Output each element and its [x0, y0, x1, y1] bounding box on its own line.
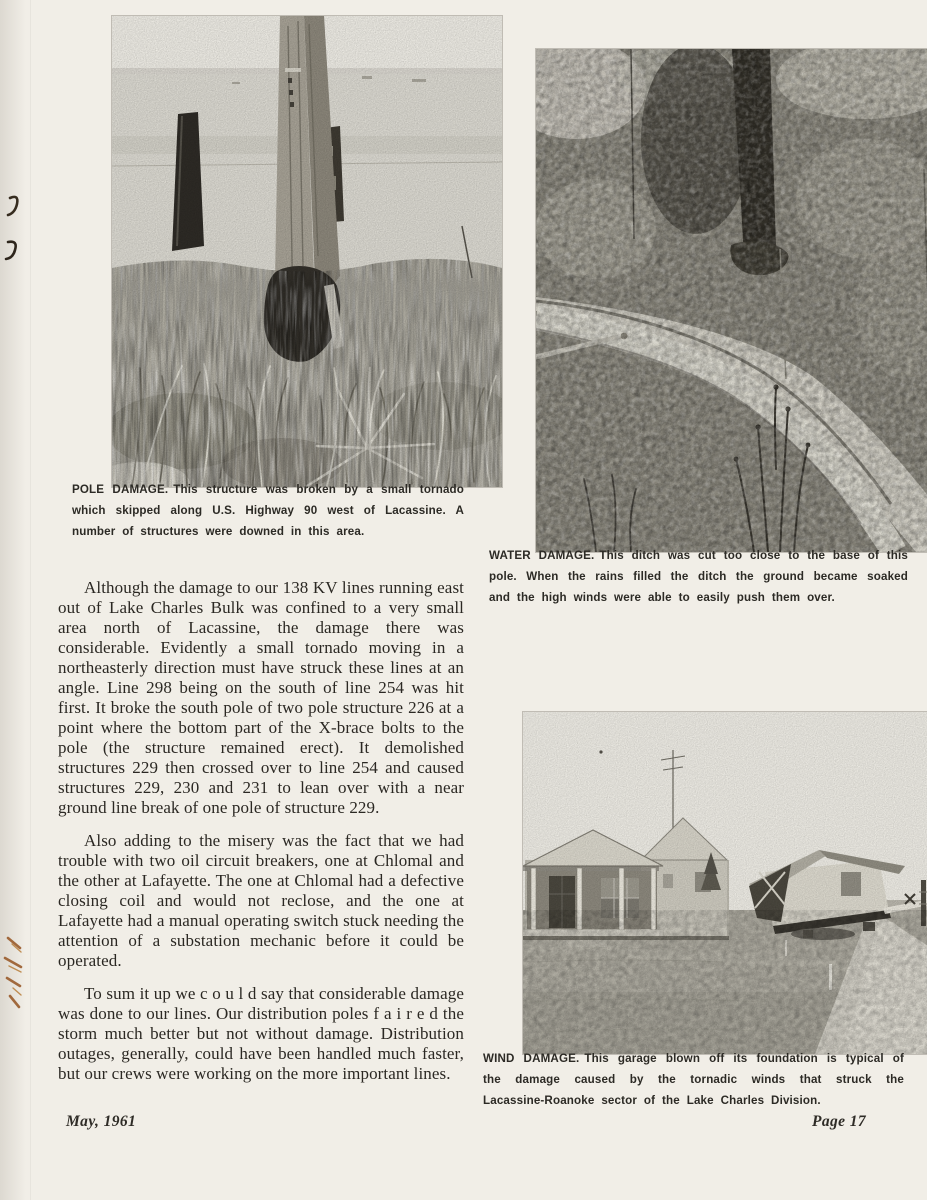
issue-date: May, 1961: [66, 1113, 137, 1130]
article-paragraph-3: To sum it up we c o u l d say that considerable damage was done to our lines. Our distribution poles f a i r e d the storm much better but not without damage. Distribution outages, generally, could have been handled much faster, but our crews were working on the more important lines.: [58, 984, 464, 1083]
binding-marks: [0, 0, 40, 1200]
wind-damage-caption-text: This garage blown off its foundation is typical of the damage caused by the tornadic winds that struck the Lacassine-Roanoke sector of the Lake Charles Division.: [483, 1052, 904, 1107]
water-damage-caption-label: WATER DAMAGE.: [489, 549, 595, 562]
wind-damage-caption-label: WIND DAMAGE.: [483, 1052, 580, 1065]
wind-damage-caption: [483, 1049, 904, 1112]
pole-damage-caption-text: This structure was broken by a small tornado which skipped along U.S. Highway 90 west of Lacassine. A number of structures were downed in this area.: [72, 483, 465, 538]
water-damage-illustration: [536, 49, 927, 552]
wind-damage-photo: [523, 712, 927, 1054]
pole-damage-caption-label: POLE DAMAGE.: [72, 483, 169, 496]
pole-damage-illustration: [112, 16, 502, 487]
article-body: [58, 578, 464, 1097]
water-damage-photo: [536, 49, 927, 552]
water-damage-caption-text: This ditch was cut too close to the base of this pole. When the rains filled the ditch the ground became soaked and the high winds were able to easily push them over.: [489, 549, 909, 604]
pole-damage-photo: [112, 16, 502, 487]
pole-damage-caption: [72, 480, 464, 543]
water-damage-caption: [489, 546, 908, 609]
article-paragraph-2: Also adding to the misery was the fact that we had trouble with two oil circuit breakers, one at Chlomal and the other at Lafayette. The one at Chlomal had a defective closing coil and would not reclose, and the one at Lafayette had a manual operating switch stuck needing the attention of a substation mechanic before it could be operated.: [58, 831, 464, 970]
wind-damage-illustration: [523, 712, 927, 1054]
page-number: Page 17: [811, 1113, 866, 1130]
article-paragraph-1: Although the damage to our 138 KV lines running east out of Lake Charles Bulk was confined to a very small area north of Lacassine, the damage there was considerable. Evidently a small tornado moving in a northeasterly direction must have struck these lines at an angle. Line 298 being on the south of line 254 was hit first. It broke the south pole of two pole structure 226 at a point where the bottom part of the X-brace bolts to the pole (the structure remained erect). It demolished structures 229 then crossed over to line 254 and caused structures 229, 230 and 231 to lean over with a near ground line break of one pole of structure 229.: [58, 578, 464, 817]
